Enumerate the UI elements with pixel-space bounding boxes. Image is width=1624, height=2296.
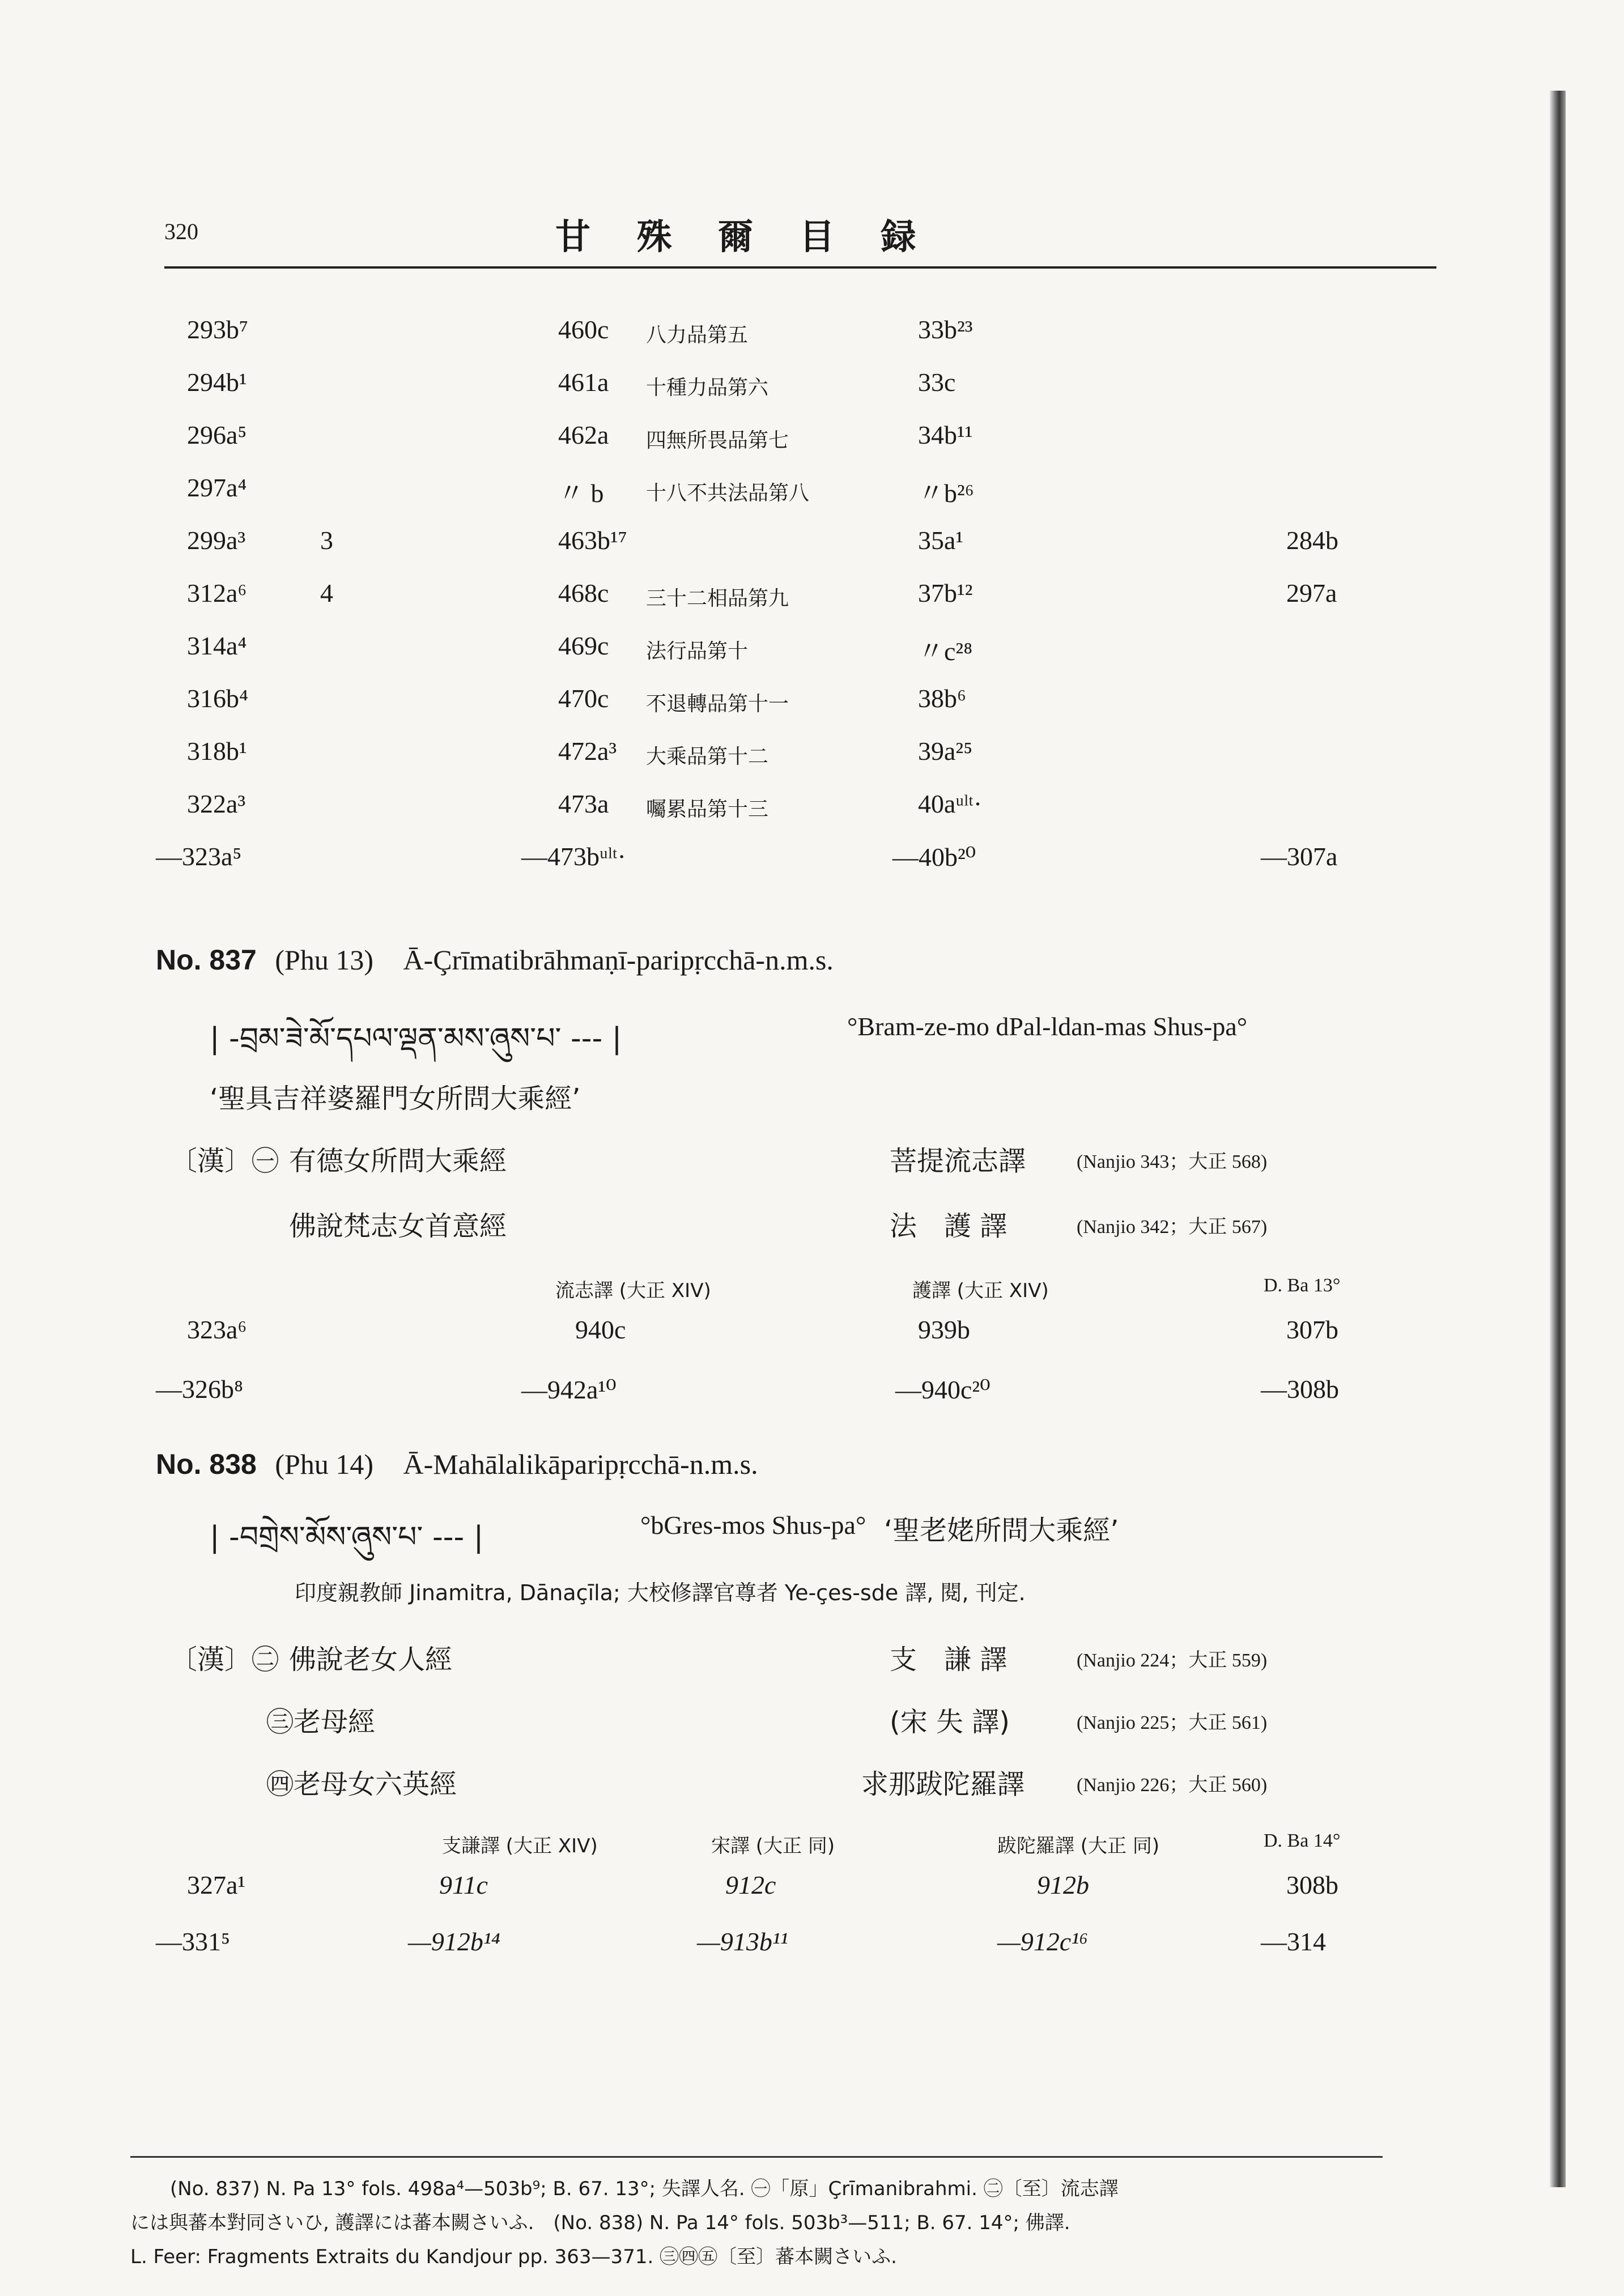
transliteration: °bGres-mos Shus-pa° <box>640 1511 866 1540</box>
taisho-value: —942a¹⁰ <box>521 1375 617 1404</box>
folio-value: —331⁵ <box>156 1927 231 1956</box>
derge-value: 308b <box>1286 1870 1338 1899</box>
folio-value: 327a¹ <box>187 1870 246 1899</box>
folio-value: 322a³ <box>187 789 246 818</box>
chapter-title: 不退轉品第十一 <box>646 692 789 716</box>
chapter-title: 囑累品第十三 <box>646 798 769 821</box>
taisho-value: —912b¹⁴ <box>408 1927 500 1956</box>
page-number: 320 <box>164 219 198 244</box>
taisho-value: 〃 b <box>558 479 604 508</box>
japanese-title: ‘聖老姥所問大乘經’ <box>884 1515 1119 1546</box>
japanese-title: ‘聖具吉祥婆羅門女所問大乘經’ <box>210 1083 581 1115</box>
taisho-value: —912c¹⁶ <box>997 1927 1089 1956</box>
folio-value: 294b¹ <box>187 368 247 397</box>
peking-value: 38b⁶ <box>918 684 967 713</box>
folio-value: 293b⁷ <box>187 315 249 344</box>
taisho-value: 912c <box>725 1870 776 1899</box>
han-title-1: 有德女所問大乘經 <box>289 1145 507 1177</box>
han-label: 〔漢〕㊀ <box>170 1145 279 1177</box>
footnote-line-2: には與蕃本對同さいひ, 護譯には蕃本闕さいふ. (No. 838) N. Pa 14° fols. 503b³—511; B. 67. 14°; 佛譯. <box>130 2212 1070 2234</box>
derge-value: —308b <box>1261 1375 1339 1404</box>
han-ref-2: (Nanjio 225；大正 561) <box>1077 1712 1268 1733</box>
folio-value: 318b¹ <box>187 737 247 766</box>
peking-value: 〃c²⁸ <box>918 637 973 666</box>
taisho-value: 472a³ <box>558 737 617 766</box>
peking-value: 40aᵘˡᵗ· <box>918 789 983 818</box>
peking-value: 33c <box>918 368 956 397</box>
peking-value: —40b²⁰ <box>892 843 976 871</box>
chapter-title: 八力品第五 <box>646 324 749 347</box>
col-head-1: 流志譯 (大正 XIV) <box>555 1279 711 1302</box>
sanskrit-title: Ā-Çrīmatibrāhmaṇī-paripṛcchā-n.m.s. <box>403 944 834 976</box>
derge-value: 307b <box>1286 1315 1338 1344</box>
folio-value: 323a⁶ <box>187 1315 247 1344</box>
taisho-value: —913b¹¹ <box>697 1927 788 1956</box>
folio-value: 296a⁵ <box>187 420 247 449</box>
tibetan-title: | -བྲམ་ཟེ་མོ་དཔལ་ལྡན་མས་ཞུས་པ་ --- | <box>210 1022 622 1056</box>
han-title-1: 佛說老女人經 <box>289 1644 453 1676</box>
sanskrit-title: Ā-Mahālalikāparipṛcchā-n.m.s. <box>403 1448 758 1480</box>
derge-value: 297a <box>1286 579 1337 607</box>
derge-value: —314 <box>1261 1927 1326 1956</box>
entry-number: No. 838 <box>156 1448 257 1480</box>
section-number: 3 <box>320 526 333 555</box>
taisho-value: 912b <box>1037 1870 1089 1899</box>
entry-heading-838 <box>156 1448 758 1481</box>
folio-value: 299a³ <box>187 526 246 555</box>
chapter-title: 三十二相品第九 <box>646 587 789 610</box>
tibetan-title: | -བགྲེས་མོས་ཞུས་པ་ --- | <box>210 1520 484 1554</box>
chapter-title: 法行品第十 <box>646 640 749 663</box>
taisho-value: 462a <box>558 420 609 449</box>
col-head-1: 支謙譯 (大正 XIV) <box>442 1835 598 1857</box>
col-head-2: 護譯 (大正 XIV) <box>912 1279 1049 1302</box>
footnote-rule <box>130 2156 1383 2158</box>
chapter-title: 十八不共法品第八 <box>646 482 810 505</box>
han-translator-3: 求那跋陀羅譯 <box>861 1768 1025 1800</box>
taisho-value: 468c <box>558 579 609 607</box>
taisho-value: 469c <box>558 631 609 660</box>
peking-value: 39a²⁵ <box>918 737 973 766</box>
han-ref-1: (Nanjio 224；大正 559) <box>1077 1650 1268 1671</box>
phu-ref: (Phu 13) <box>275 944 373 976</box>
folio-value: —323a⁵ <box>156 842 242 871</box>
taisho-value: 460c <box>558 315 609 344</box>
taisho-value: 473a <box>558 789 609 818</box>
footnote-line-1: (No. 837) N. Pa 13° fols. 498a⁴—503b⁹; B. 67. 13°; 失譯人名. ㊀「原」Çrīmanibrahmi. ㊁〔至〕流志譯 <box>170 2178 1119 2200</box>
han-label: 〔漢〕㊁ <box>170 1644 279 1676</box>
peking-value: 35a¹ <box>918 526 964 555</box>
folio-value: 297a⁴ <box>187 473 247 502</box>
footnote-line-3: L. Feer: Fragments Extraits du Kandjour pp. 363—371. ㊂㊃㊄〔至〕蕃本闕さいふ. <box>130 2246 897 2268</box>
transliteration: °Bram-ze-mo dPal-ldan-mas Shus-pa° <box>847 1012 1248 1041</box>
taisho-value: 461a <box>558 368 609 397</box>
han-translator-2: (宋 失 譯) <box>890 1706 1010 1738</box>
taisho-value: —473bᵘˡᵗ· <box>521 842 626 871</box>
han-ref-3: (Nanjio 226；大正 560) <box>1077 1775 1268 1796</box>
chapter-title: 十種力品第六 <box>646 376 769 399</box>
col-head-2: 宋譯 (大正 同) <box>711 1835 835 1857</box>
entry-number: No. 837 <box>156 944 257 976</box>
col-head-3: 跋陀羅譯 (大正 同) <box>997 1835 1160 1857</box>
peking-value: 37b¹² <box>918 579 973 607</box>
peking-value: 34b¹¹ <box>918 420 973 449</box>
derge-value: —307a <box>1261 842 1338 871</box>
han-translator-2: 法 護 譯 <box>890 1210 1007 1242</box>
page-title: 甘 殊 爾 目 録 <box>555 216 933 257</box>
col-head-4: D. Ba 14° <box>1264 1830 1341 1851</box>
han-translator-1: 菩提流志譯 <box>890 1145 1026 1177</box>
derge-value: 284b <box>1286 526 1338 555</box>
taisho-value: 911c <box>439 1870 488 1899</box>
folio-value: 312a⁶ <box>187 579 247 607</box>
peking-value: 〃b²⁶ <box>918 479 974 508</box>
scan-edge-bar <box>1550 91 1566 2187</box>
taisho-value: —940c²⁰ <box>895 1375 990 1404</box>
entry-heading-837 <box>156 943 834 976</box>
taisho-value: 940c <box>575 1315 626 1344</box>
han-ref-2: (Nanjio 342；大正 567) <box>1077 1217 1268 1238</box>
folio-value: 314a⁴ <box>187 631 247 660</box>
taisho-value: 939b <box>918 1315 970 1344</box>
taisho-value: 470c <box>558 684 609 713</box>
taisho-value: 463b¹⁷ <box>558 526 627 555</box>
folio-value: —326b⁸ <box>156 1375 244 1404</box>
han-translator-1: 支 謙 譯 <box>890 1644 1007 1676</box>
chapter-title: 大乘品第十二 <box>646 745 769 768</box>
han-ref-1: (Nanjio 343；大正 568) <box>1077 1151 1268 1172</box>
han-title-2: 佛說梵志女首意經 <box>289 1210 507 1242</box>
col-head-3: D. Ba 13° <box>1264 1275 1341 1296</box>
section-number: 4 <box>320 579 333 607</box>
header-rule <box>164 266 1436 269</box>
han-title-3: ㊃老母女六英經 <box>266 1768 457 1800</box>
chapter-title: 四無所畏品第七 <box>646 429 789 452</box>
han-title-2: ㊂老母經 <box>266 1706 376 1738</box>
peking-value: 33b²³ <box>918 315 973 344</box>
phu-ref: (Phu 14) <box>275 1448 373 1480</box>
translator-line: 印度親教師 Jinamitra, Dānaçīla; 大校修譯官尊者 Ye-çes-sde 譯, 閱, 刊定. <box>295 1580 1026 1605</box>
folio-value: 316b⁴ <box>187 684 249 713</box>
